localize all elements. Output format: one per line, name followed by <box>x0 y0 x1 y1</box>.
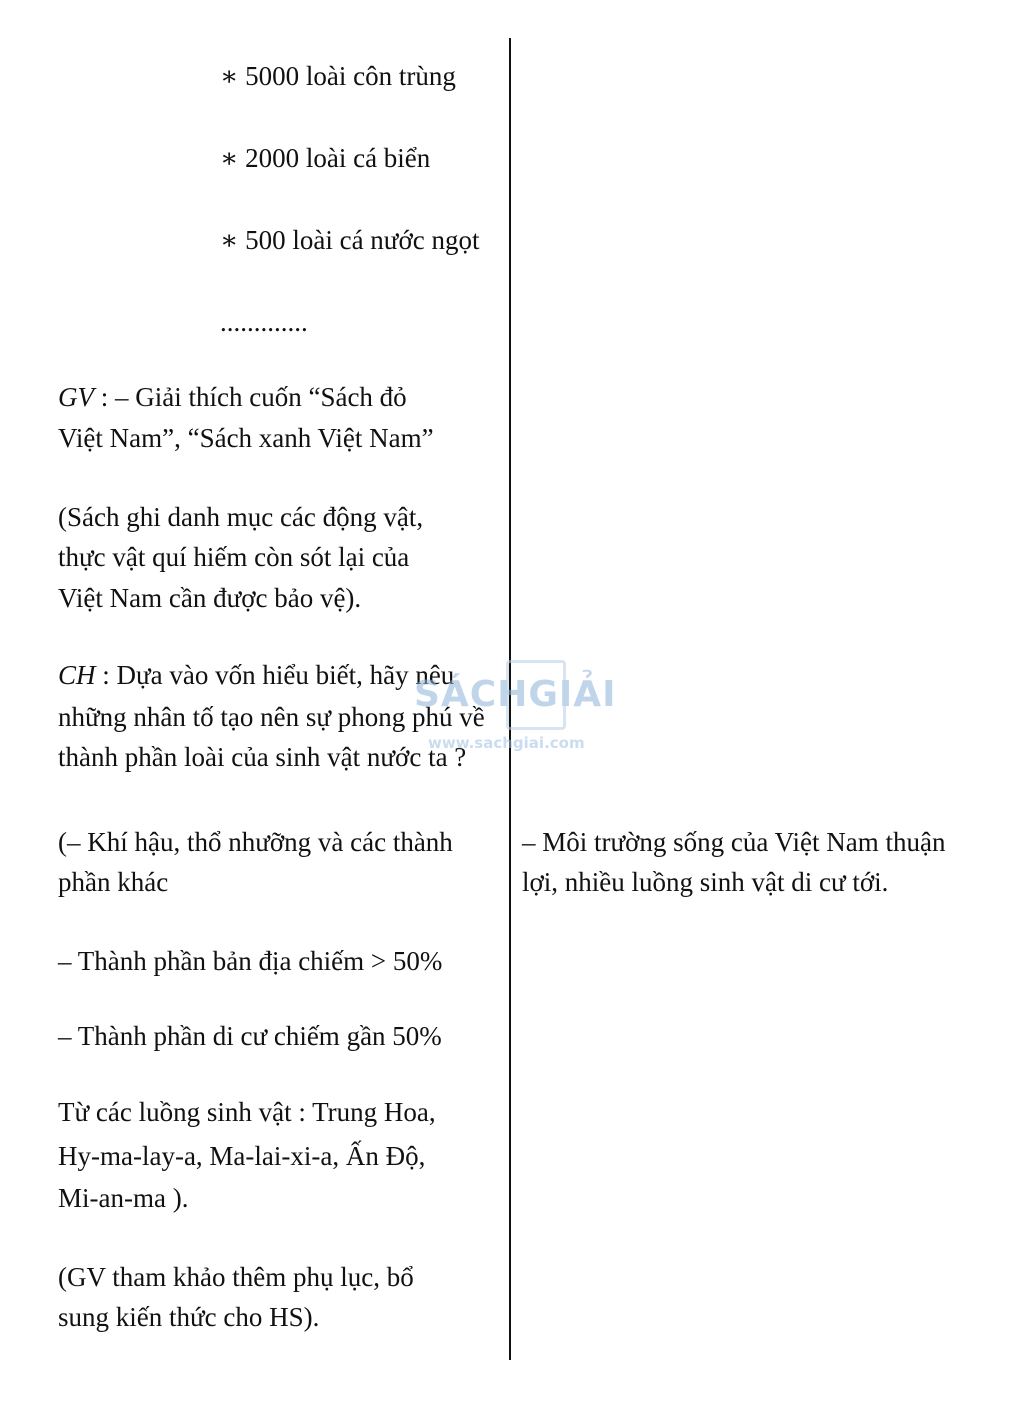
ch-line-2: những nhân tố tạo nên sự phong phú về <box>58 702 485 732</box>
watermark-brand: SÁCHGIẢI <box>414 674 617 715</box>
watermark-url: www.sachgiai.com <box>428 734 585 752</box>
gv-label: GV <box>58 382 94 412</box>
ch-text: : Dựa vào vốn hiểu biết, hãy nêu <box>95 660 455 690</box>
reference-line-1: (GV tham khảo thêm phụ lục, bổ <box>58 1262 414 1292</box>
gv-line-2: Việt Nam”, “Sách xanh Việt Nam” <box>58 423 434 453</box>
right-line-1: – Môi trường sống của Việt Nam thuận <box>522 827 946 857</box>
gv-text: : – Giải thích cuốn “Sách đỏ <box>94 382 407 412</box>
origin-line-2: Hy-ma-lay-a, Ma-lai-xi-a, Ấn Độ, <box>58 1141 426 1171</box>
origin-line-3: Mi-an-ma ). <box>58 1183 189 1213</box>
ellipsis: ............. <box>220 307 308 337</box>
species-freshwater-fish: ∗ 500 loài cá nước ngọt <box>220 225 480 255</box>
native-share: – Thành phần bản địa chiếm > 50% <box>58 946 443 976</box>
sach-line-1: (Sách ghi danh mục các động vật, <box>58 502 424 532</box>
gv-line-1 <box>58 377 496 417</box>
answer-line-2: phần khác <box>58 867 169 897</box>
species-insects: ∗ 5000 loài côn trùng <box>220 61 456 91</box>
sach-line-3: Việt Nam cần được bảo vệ). <box>58 583 362 613</box>
species-sea-fish: ∗ 2000 loài cá biển <box>220 143 431 173</box>
answer-line-1: (– Khí hậu, thổ nhưỡng và các thành <box>58 827 453 857</box>
right-line-2: lợi, nhiều luồng sinh vật di cư tới. <box>522 867 889 897</box>
migrant-share: – Thành phần di cư chiếm gần 50% <box>58 1021 442 1051</box>
sach-line-2: thực vật quí hiếm còn sót lại của <box>58 542 410 572</box>
ch-line-3: thành phần loài của sinh vật nước ta ? <box>58 742 467 772</box>
watermark-logo <box>406 656 616 756</box>
origin-line-1: Từ các luồng sinh vật : Trung Hoa, <box>58 1097 436 1127</box>
reference-line-2: sung kiến thức cho HS). <box>58 1302 320 1332</box>
ch-label: CH <box>58 660 96 690</box>
